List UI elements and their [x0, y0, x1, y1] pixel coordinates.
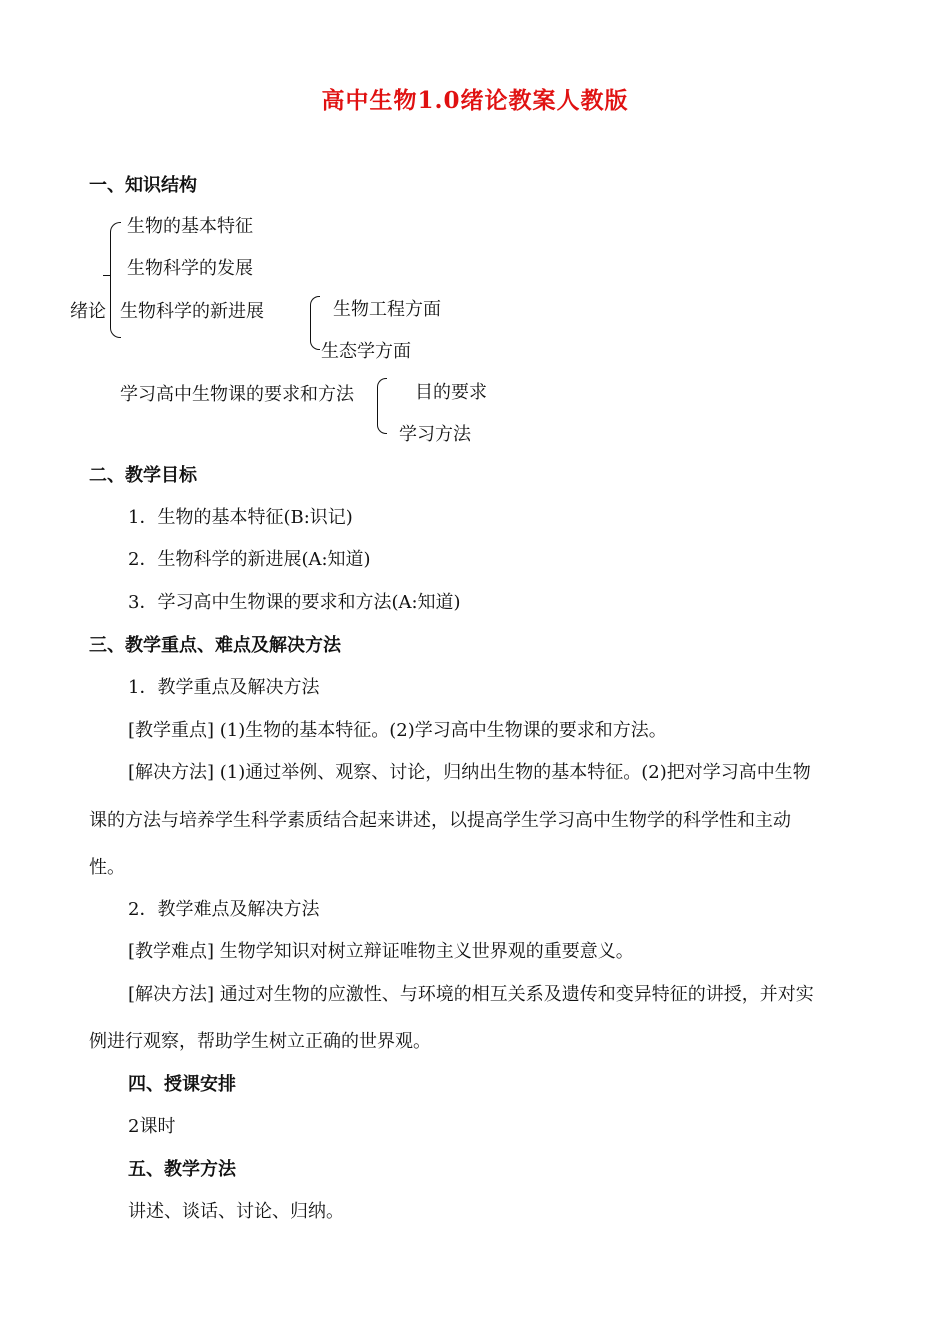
brace-progress: [310, 296, 320, 350]
solution-paragraph-line: [解决方法] (1)通过举例、观察、讨论，归纳出生物的基本特征。(2)把对学习高中生物: [128, 762, 811, 783]
node-goals: 目的要求: [415, 382, 487, 403]
section-2-heading: 二、教学目标: [89, 465, 197, 486]
objective-item: 2．生物科学的新进展(A:知道): [128, 549, 371, 570]
subheading-difficulties: 2．教学难点及解决方法: [128, 899, 320, 920]
objective-item: 3．学习高中生物课的要求和方法(A:知道): [128, 592, 461, 613]
node-bioengineering: 生物工程方面: [333, 299, 441, 320]
section-1-heading: 一、知识结构: [89, 175, 197, 196]
solution-paragraph-line: 课的方法与培养学生科学素质结合起来讲述，以提高学生学习高中生物学的科学性和主动: [89, 810, 791, 831]
page-title: 高中生物1.0绪论教案人教版: [321, 87, 629, 114]
objective-item: 1．生物的基本特征(B:识记): [128, 507, 353, 528]
solution-paragraph-line: 性。: [89, 857, 125, 878]
node-requirements-methods: 学习高中生物课的要求和方法: [120, 384, 354, 405]
class-hours: 2课时: [128, 1116, 176, 1137]
key-points-paragraph: [教学重点] (1)生物的基本特征。(2)学习高中生物课的要求和方法。: [128, 720, 667, 741]
node-basic-features: 生物的基本特征: [127, 216, 253, 237]
node-new-progress: 生物科学的新进展: [120, 301, 264, 322]
section-5-heading: 五、教学方法: [128, 1159, 236, 1180]
difficulties-paragraph: [教学难点] 生物学知识对树立辩证唯物主义世界观的重要意义。: [128, 941, 634, 962]
subheading-key-points: 1．教学重点及解决方法: [128, 677, 320, 698]
node-development: 生物科学的发展: [127, 258, 253, 279]
section-3-heading: 三、教学重点、难点及解决方法: [89, 635, 341, 656]
difficulty-solution-line: [解决方法] 通过对生物的应激性、与环境的相互关系及遗传和变异特征的讲授，并对实: [128, 984, 814, 1005]
node-ecology: 生态学方面: [321, 341, 411, 362]
brace-main-point: [103, 275, 111, 276]
node-study-methods: 学习方法: [399, 424, 471, 445]
brace-method: [377, 378, 387, 434]
section-4-heading: 四、授课安排: [128, 1074, 236, 1095]
node-root: 绪论: [70, 301, 106, 322]
difficulty-solution-line: 例进行观察，帮助学生树立正确的世界观。: [89, 1031, 431, 1052]
teaching-methods: 讲述、谈话、讨论、归纳。: [128, 1201, 344, 1222]
